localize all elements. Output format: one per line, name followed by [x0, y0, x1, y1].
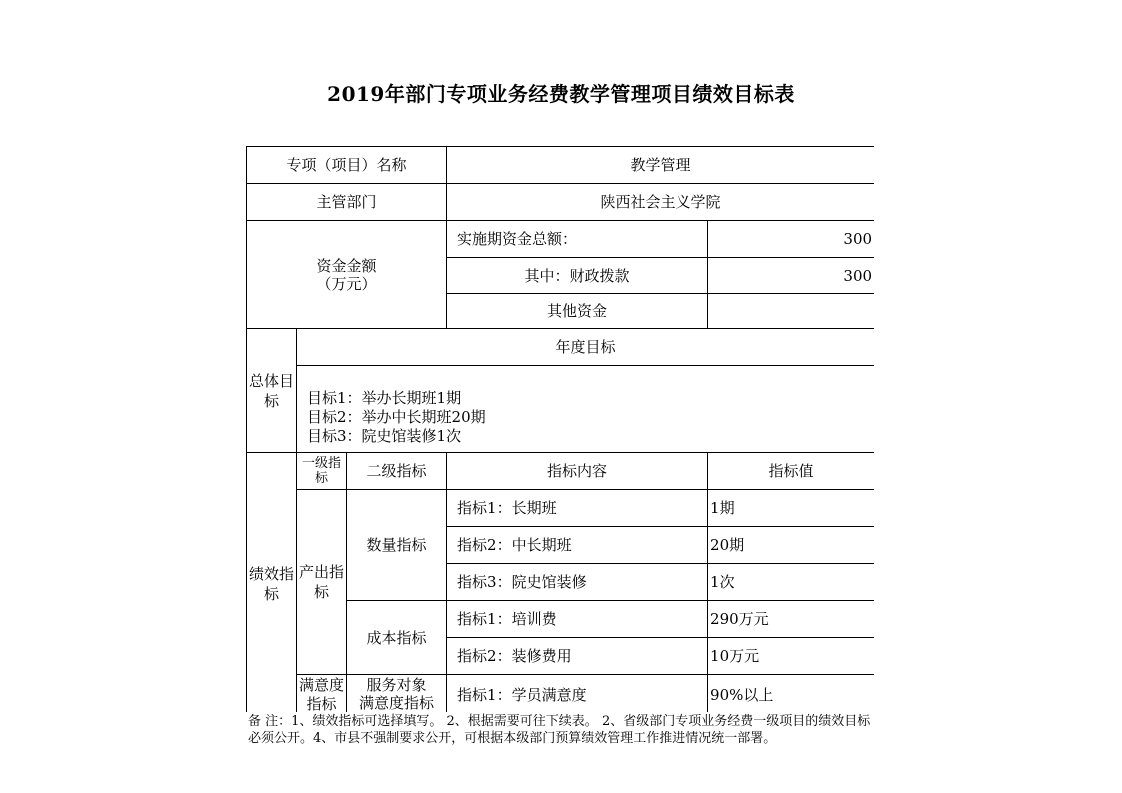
satisfaction-indicator-label: 满意度指标 — [297, 675, 347, 713]
funds-label — [247, 221, 447, 329]
funds-total-label: 实施期资金总额： — [447, 221, 708, 258]
indicator-content: 指标2：装修费用 — [447, 638, 708, 675]
service-label-line1: 服务对象 — [366, 676, 427, 694]
annual-goal-list — [297, 366, 875, 453]
indicator-content: 指标3：院史馆装修 — [447, 564, 708, 601]
service-label-line2: 满意度指标 — [359, 694, 435, 712]
project-name-value: 教学管理 — [447, 147, 874, 184]
performance-goal-table — [246, 146, 874, 712]
indicator-content: 指标2：中长期班 — [447, 527, 708, 564]
header-level2: 二级指标 — [347, 453, 447, 490]
indicator-content: 指标1：培训费 — [447, 601, 708, 638]
quantity-indicator-label: 数量指标 — [347, 490, 447, 601]
footnote: 备 注：1、绩效指标可选择填写。 2、根据需要可往下续表。 2、省级部门专项业务经费一级项目的绩效目标必须公开。4、市县不强制要求公开，可根据本级部门预算绩效管理工作推进情况统一部署。 — [248, 714, 871, 746]
funds-fiscal-value: 300 — [708, 258, 874, 294]
service-satisfaction-label — [347, 675, 447, 713]
indicator-value: 1期 — [708, 490, 874, 527]
funds-other-label: 其他资金 — [447, 294, 708, 329]
goal-item: 目标1：举办长期班1期 — [307, 389, 462, 407]
indicator-value: 20期 — [708, 527, 874, 564]
funds-fiscal-label: 其中：财政拨款 — [447, 258, 708, 294]
project-name-label: 专项（项目）名称 — [247, 147, 447, 184]
cost-indicator-label: 成本指标 — [347, 601, 447, 675]
goal-item: 目标2：举办中长期班20期 — [307, 408, 486, 426]
header-level1: 一级指标 — [297, 453, 347, 490]
indicator-value: 290万元 — [708, 601, 874, 638]
header-content: 指标内容 — [447, 453, 708, 490]
perf-indicator-label: 绩效指标 — [247, 453, 297, 713]
funds-other-value — [708, 294, 874, 329]
goal-item: 目标3：院史馆装修1次 — [307, 427, 462, 445]
funds-label-line1: 资金金额 — [316, 256, 377, 275]
overall-goal-label: 总体目标 — [247, 329, 297, 453]
indicator-value: 10万元 — [708, 638, 874, 675]
output-indicator-label: 产出指标 — [297, 490, 347, 675]
annual-goal-label: 年度目标 — [297, 329, 875, 366]
dept-label: 主管部门 — [247, 184, 447, 221]
header-value: 指标值 — [708, 453, 874, 490]
indicator-content: 指标1：学员满意度 — [447, 675, 708, 713]
page-title: 2019年部门专项业务经费教学管理项目绩效目标表 — [327, 82, 795, 106]
indicator-value: 1次 — [708, 564, 874, 601]
funds-label-line2: （万元） — [316, 274, 377, 293]
performance-goal-sheet — [246, 146, 874, 712]
indicator-value: 90%以上 — [708, 675, 874, 713]
dept-value: 陕西社会主义学院 — [447, 184, 874, 221]
indicator-content: 指标1：长期班 — [447, 490, 708, 527]
funds-total-value: 300 — [708, 221, 874, 258]
